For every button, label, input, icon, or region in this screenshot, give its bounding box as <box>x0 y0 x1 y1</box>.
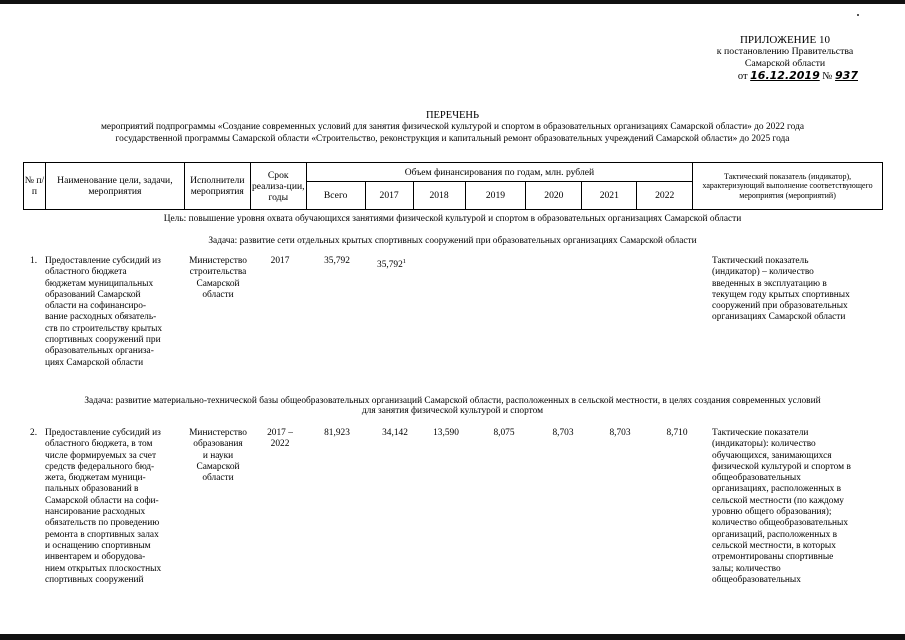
row2-indicator-line: общеобразовательных <box>712 473 801 484</box>
appendix-title: ПРИЛОЖЕНИЕ 10 <box>739 34 831 46</box>
row2-name-line: Самарской области на софи- <box>45 495 159 506</box>
col-year-header: 2020 <box>526 182 582 210</box>
row1-y2017-value: 35,792 <box>377 260 403 271</box>
row1-indicator-line: сооружений при образовательных <box>712 301 848 312</box>
top-scan-border <box>0 0 905 4</box>
col-year-header: 2018 <box>413 182 465 210</box>
col-indicator-header: Тактический показатель (индикатор), характеризующий выполнение соответствующего мероприятия (мероприятий) <box>693 163 883 210</box>
row2-name-line: жета, бюджетам муници- <box>45 473 146 484</box>
row1-num: 1. <box>30 256 38 266</box>
row1-indicator-line: текущем году крытых спортивных <box>712 289 850 300</box>
col-num-header: № п/п <box>24 163 46 210</box>
row1-exec <box>184 256 252 301</box>
row2-y2022: 8,710 <box>666 428 688 438</box>
row2-exec <box>184 428 252 484</box>
row2-y2017: 34,142 <box>382 428 408 438</box>
col-name-header: Наименование цели, задачи, мероприятия <box>45 163 184 210</box>
row2-name-line: областного бюджета, в том <box>45 439 153 450</box>
row1-indicator-line: Тактический показатель <box>712 256 809 266</box>
row2-name-line: ремонта в спортивных залах <box>45 529 159 540</box>
row2-y2021: 8,703 <box>609 428 631 438</box>
col-exec-header: Исполнители мероприятия <box>184 163 250 210</box>
row2-name-line: обязательств по проведению <box>45 518 160 529</box>
row1-footnote-mark: 1 <box>402 258 407 265</box>
subtitle-line1: мероприятий подпрограммы «Создание современных условий для занятия физической культурой и спортом в образовательных организациях Самарской области» до 2022 года <box>100 122 804 132</box>
number-prefix: № <box>822 71 833 82</box>
col-year-header: 2021 <box>582 182 637 210</box>
row1-exec-line: области <box>202 289 234 300</box>
col-year-header: 2019 <box>465 182 526 210</box>
col-term-header: Срок реализа-ции, годы <box>250 163 306 210</box>
row1-name-line: вание расходных обязатель- <box>45 312 157 323</box>
row2-name-line: Предоставление субсидий из <box>45 428 161 438</box>
row2-term-line: 2017 – <box>267 428 293 438</box>
row1-exec-line: Самарской <box>196 278 240 289</box>
row2-y2019: 8,075 <box>493 428 515 438</box>
row1-name-line: областного бюджета <box>45 267 127 278</box>
row2-exec-line: и науки <box>202 450 234 461</box>
row1-name-line: Предоставление субсидий из <box>45 256 161 266</box>
row1-indicator-line: организациях Самарской области <box>712 312 846 323</box>
scan-speck <box>857 14 859 16</box>
row2-indicator-line: залы; количество <box>712 563 781 574</box>
row1-exec-line: Министерство <box>189 256 247 266</box>
date-prefix: от <box>737 71 748 82</box>
row2-name-line: средств федерального бюд- <box>45 461 155 472</box>
number-value: 937 <box>835 69 858 82</box>
row2-indicator-line: общеобразовательных <box>712 574 801 585</box>
row2-num: 2. <box>30 428 38 438</box>
date-value: 16.12.2019 <box>750 69 820 82</box>
row1-name-line: ств по строительству крытых <box>45 323 163 334</box>
row2-term-line: 2022 <box>270 439 290 450</box>
document-subtitle <box>0 122 905 145</box>
row1-name <box>45 256 185 369</box>
row2-exec-line: Министерство <box>189 428 247 438</box>
row1-name-line: образовательных организа- <box>45 346 154 357</box>
row1-name-line: бюджетам муниципальных <box>45 278 154 289</box>
row2-name-line: нием открытых плоскостных <box>45 563 162 574</box>
table-header <box>23 162 883 210</box>
row2-indicator-line: организациях, расположенных в <box>712 484 842 495</box>
row2-name-line: инвентарем и оборудова- <box>45 552 146 563</box>
col-year-header: 2022 <box>637 182 693 210</box>
goal-text: Цель: повышение уровня охвата обучающихся занятиями физической культурой и спортом в образовательных организациях Самарской области <box>163 214 742 224</box>
row2-indicator-line: отремонтированы спортивные <box>712 552 834 563</box>
row2-indicator-line: уровню общего образования); <box>712 507 832 518</box>
task2-line1: Задача: развитие материально-технической базы общеобразовательных организаций Самарской области, расположенных в сельской местности, в целях создания современных условий <box>84 396 821 406</box>
task2-text <box>0 396 905 416</box>
row2-total: 81,923 <box>324 428 350 438</box>
col-finance-header: Объем финансирования по годам, млн. рублей <box>306 163 692 182</box>
bottom-scan-border <box>0 634 905 640</box>
row2-name-line: числе формируемых за счет <box>45 450 157 461</box>
task1-text: Задача: развитие сети отдельных крытых спортивных сооружений при образовательных организациях Самарской области <box>208 236 697 246</box>
subtitle-line2: государственной программы Самарской области «Строительство, реконструкция и капитальный ремонт образовательных учреждений Самарской области» до 2025 года <box>115 133 790 144</box>
row1-indicator-line: введенных в эксплуатацию в <box>712 278 827 289</box>
row1-name-line: спортивных сооружений при <box>45 335 161 346</box>
row2-exec-line: области <box>202 473 234 484</box>
appendix-line2: Самарской области <box>744 58 826 69</box>
row2-name-line: и оснащению спортивным <box>45 540 151 551</box>
row1-name-line: циях Самарской области <box>45 357 144 368</box>
task2-line2: для занятия физической культурой и спортом <box>361 406 544 416</box>
row2-indicator-line: сельской местности (по каждому <box>712 495 844 506</box>
row2-indicator <box>712 428 887 586</box>
col-total-header: Всего <box>306 182 365 210</box>
appendix-block <box>690 34 880 83</box>
row2-name-line: нансирование расходных <box>45 507 146 518</box>
row2-indicator-line: организаций, расположенных в <box>712 529 838 540</box>
row2-indicator-line: обучающихся, занимающихся <box>712 450 832 461</box>
row1-y2017 <box>377 256 406 271</box>
appendix-date-line <box>690 70 880 83</box>
row1-name-line: области на софинансиро- <box>45 301 147 312</box>
row1-name-line: образований Самарской <box>45 289 141 300</box>
row2-name <box>45 428 185 586</box>
row2-name-line: пальных образований в <box>45 484 139 495</box>
row2-indicator-line: количество общеобразовательных <box>712 518 849 529</box>
row1-term: 2017 <box>270 256 290 266</box>
col-year-header: 2017 <box>365 182 413 210</box>
row2-y2020: 8,703 <box>552 428 574 438</box>
row2-indicator-line: физической культурой и спортом в <box>712 461 851 472</box>
row1-indicator-line: (индикатор) – количество <box>712 267 814 278</box>
row1-total: 35,792 <box>324 256 350 266</box>
row1-exec-line: строительства <box>189 267 247 278</box>
row2-y2018: 13,590 <box>433 428 459 438</box>
document-title: ПЕРЕЧЕНЬ <box>425 110 480 121</box>
appendix-line1: к постановлению Правительства <box>716 46 854 57</box>
row2-exec-line: Самарской <box>196 461 240 472</box>
row2-name-line: спортивных сооружений <box>45 574 144 585</box>
row2-indicator-line: (индикаторы): количество <box>712 439 816 450</box>
row2-exec-line: образования <box>193 439 243 450</box>
row2-indicator-line: сельской местности, в которых <box>712 540 836 551</box>
row1-indicator <box>712 256 887 324</box>
row2-indicator-line: Тактические показатели <box>712 428 809 438</box>
row2-term <box>254 428 306 451</box>
